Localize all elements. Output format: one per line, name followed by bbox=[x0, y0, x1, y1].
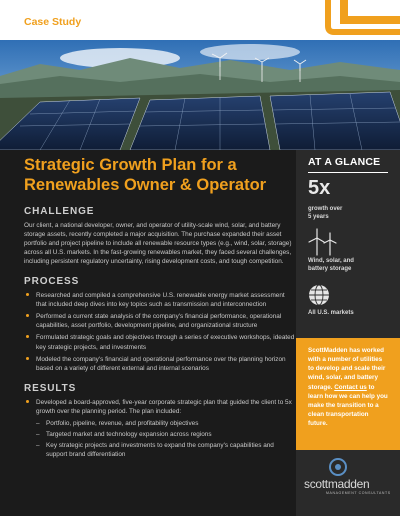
bullet-dot-icon bbox=[26, 314, 29, 317]
resource-caption-line: battery storage bbox=[308, 265, 352, 272]
markets-caption: All U.S. markets bbox=[308, 310, 354, 316]
at-a-glance-sidebar bbox=[296, 150, 400, 516]
growth-caption-line: 5 years bbox=[308, 213, 329, 220]
scottmadden-logo bbox=[304, 458, 394, 495]
contact-callout bbox=[296, 338, 400, 450]
logo-subtitle: MANAGEMENT CONSULTANTS bbox=[326, 491, 391, 495]
bullet-dot-icon bbox=[26, 400, 29, 403]
brand-accent-shape bbox=[318, 0, 400, 40]
sidebar-divider bbox=[308, 172, 388, 173]
list-item bbox=[24, 333, 296, 351]
resource-caption-line: Wind, solar, and bbox=[308, 258, 354, 264]
results-sub-item-text: Targeted market and technology expansion across regions bbox=[46, 431, 212, 439]
growth-caption-line: growth over bbox=[308, 206, 343, 212]
process-item-text: Modeled the company's financial and operational performance over the planning horizon based on a variety of different external and internal scenarios bbox=[36, 355, 286, 372]
dash-icon: – bbox=[36, 431, 40, 439]
results-sub-list bbox=[36, 419, 296, 459]
list-item bbox=[24, 291, 296, 309]
growth-stat: 5x bbox=[308, 177, 331, 199]
bullet-dot-icon bbox=[26, 293, 29, 296]
sub-list-item bbox=[36, 430, 296, 439]
resource-caption bbox=[308, 258, 354, 274]
results-list bbox=[24, 398, 296, 460]
bullet-dot-icon bbox=[26, 357, 29, 360]
results-item-text: Developed a board-approved, five-year corporate strategic plan that guided the client to 5x growth over the planning period. The plan included: bbox=[36, 398, 292, 415]
results-sub-item-text: Portfolio, pipeline, revenue, and profitability objectives bbox=[46, 420, 199, 427]
list-item bbox=[24, 398, 296, 460]
main-column bbox=[24, 150, 296, 462]
results-sub-item-text: Key strategic projects and investments to expand the company's capabilities and support brand differentiation bbox=[46, 442, 274, 459]
sub-list-item bbox=[36, 441, 296, 459]
callout-text: ScottMadden has worked with a number of utilities to develop and scale their wind, solar, and battery storage. bbox=[308, 347, 386, 391]
growth-caption bbox=[308, 206, 342, 222]
solar-farm-photo bbox=[0, 40, 400, 150]
contact-us-link[interactable]: Contact us bbox=[334, 383, 367, 391]
list-item bbox=[24, 355, 296, 373]
logo-mark-icon bbox=[328, 458, 348, 476]
globe-icon bbox=[308, 284, 330, 306]
challenge-heading: CHALLENGE bbox=[24, 205, 95, 217]
case-study-label: Case Study bbox=[24, 16, 82, 28]
logo-wordmark: scottmadden bbox=[304, 477, 370, 491]
page-title: Strategic Growth Plan for a Renewables Owner & Operator bbox=[24, 156, 267, 194]
bullet-dot-icon bbox=[26, 335, 29, 338]
callout-text-end: to learn how we can help you make the transition to a clean transportation future. bbox=[308, 383, 388, 427]
process-item-text: Formulated strategic goals and objectives through a series of executive workshops, ideated key strategic projects, and investments bbox=[36, 334, 295, 351]
challenge-text: Our client, a national developer, owner, and operator of utility-scale wind, solar, and battery storage assets, recently completed a major acquisition. The purchase expanded their asset portfolio and project pipeline to include all renewable resource types (e.g., wind, solar, storage) across all U.S. markets. In the fast-growing renewables market, they faced several challenges, including persistent regulatory uncertainty, rising development costs, and tough competition. bbox=[24, 221, 292, 265]
sidebar-heading: AT A GLANCE bbox=[308, 156, 381, 168]
process-item-text: Performed a current state analysis of the company's financial performance, operational capabilities, asset portfolio, development pipeline, and organizational structure bbox=[36, 313, 282, 330]
list-item bbox=[24, 312, 296, 330]
dash-icon: – bbox=[36, 442, 40, 450]
process-list bbox=[24, 291, 296, 373]
process-heading: PROCESS bbox=[24, 276, 80, 288]
results-heading: RESULTS bbox=[24, 382, 77, 394]
sub-list-item bbox=[36, 419, 296, 428]
header-bar bbox=[0, 0, 400, 40]
process-item-text: Researched and compiled a comprehensive U.S. renewable energy market assessment that included deep dives into key topics such as transmission and interconnection bbox=[36, 292, 285, 309]
dash-icon: – bbox=[36, 420, 40, 427]
wind-turbine-icon bbox=[308, 228, 338, 256]
